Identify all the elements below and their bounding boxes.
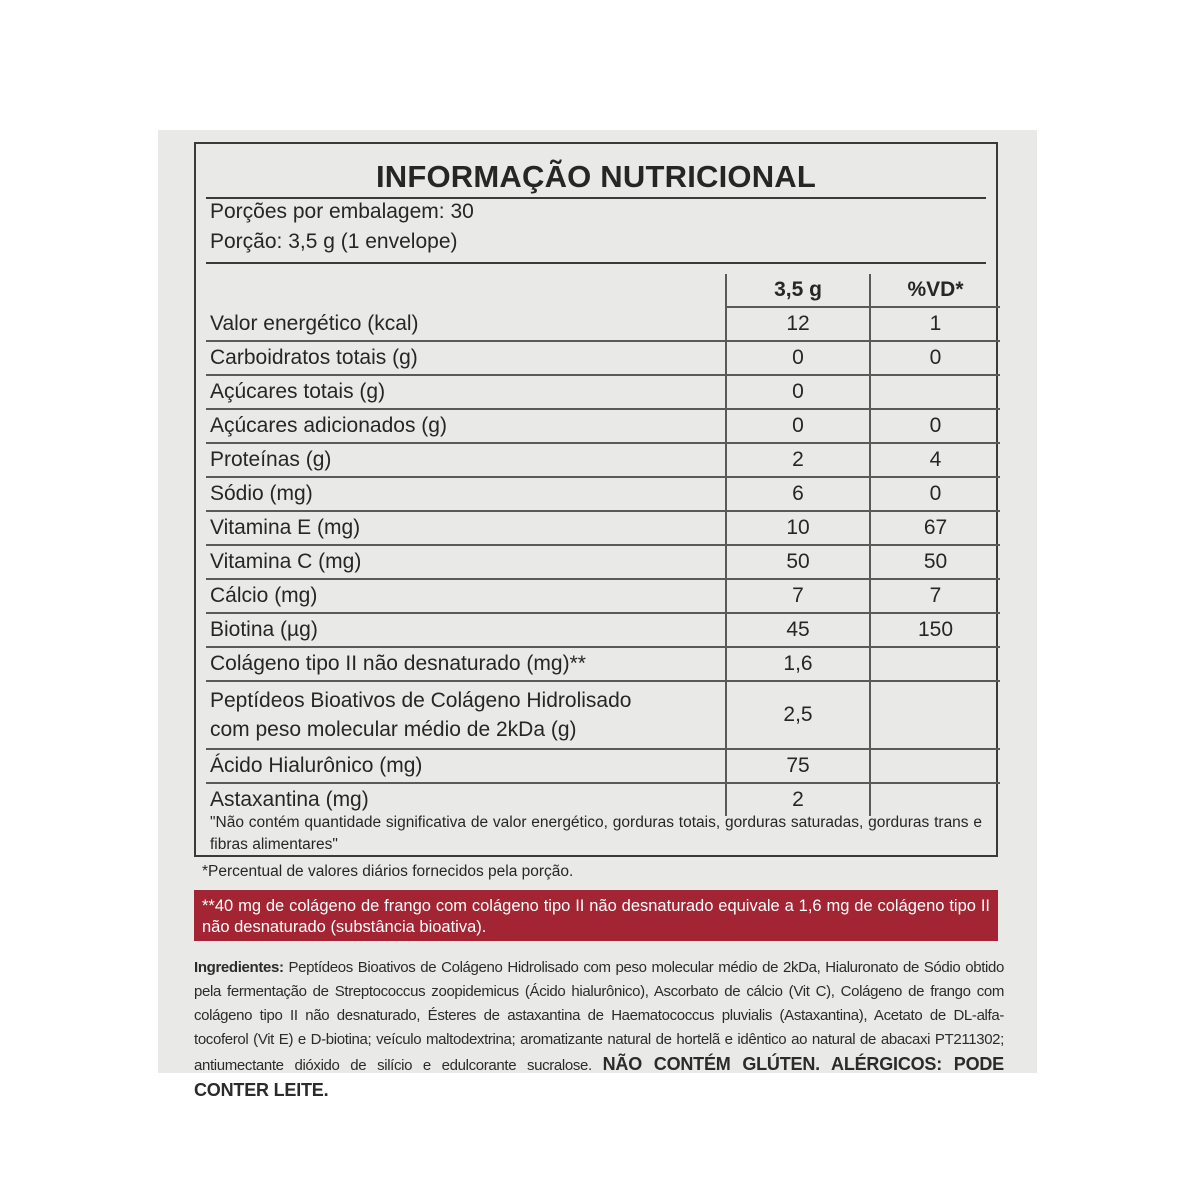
- nutrient-name: Açúcares totais (g): [206, 375, 726, 409]
- table-row: [206, 409, 1000, 443]
- column-header-dv: %VD*: [870, 274, 1000, 307]
- nutrient-name: Vitamina E (mg): [206, 511, 726, 545]
- nutrient-name: Colágeno tipo II não desnaturado (mg)**: [206, 647, 726, 681]
- daily-value-footnote: *Percentual de valores diários fornecidos pela porção.: [202, 863, 574, 880]
- nutrient-dv: 50: [870, 545, 1000, 579]
- title-divider: [206, 197, 986, 199]
- collagen-footnote-band: **40 mg de colágeno de frango com colágeno tipo II não desnaturado equivale a 1,6 mg de colágeno tipo II não desnaturado (substância bioativa).: [194, 890, 998, 941]
- nutrient-dv: [870, 749, 1000, 783]
- nutrient-dv: 1: [870, 307, 1000, 341]
- serving-size: Porção: 3,5 g (1 envelope): [210, 230, 458, 253]
- insignificant-amounts-note: "Não contém quantidade significativa de valor energético, gorduras totais, gorduras saturadas, gorduras trans e fibras alimentares": [210, 814, 982, 853]
- nutrient-amount: 2: [726, 783, 870, 816]
- nutrient-amount: 75: [726, 749, 870, 783]
- nutrition-facts-box: [194, 142, 998, 857]
- column-header-nutrient: [206, 274, 726, 307]
- servings-per-package: Porções por embalagem: 30: [210, 200, 474, 223]
- allergen-warning: NÃO CONTÉM GLÚTEN. ALÉRGICOS: PODE CONTER LEITE.: [194, 1054, 1004, 1100]
- nutrient-amount: 6: [726, 477, 870, 511]
- nutrient-dv: 4: [870, 443, 1000, 477]
- nutrient-name: Vitamina C (mg): [206, 545, 726, 579]
- nutrient-name: Ácido Hialurônico (mg): [206, 749, 726, 783]
- table-row: [206, 681, 1000, 749]
- table-row: [206, 613, 1000, 647]
- nutrient-amount: 10: [726, 511, 870, 545]
- nutrient-name: Sódio (mg): [206, 477, 726, 511]
- nutrient-amount: 1,6: [726, 647, 870, 681]
- nutrient-amount: 2: [726, 443, 870, 477]
- header-divider: [206, 262, 986, 264]
- table-row: [206, 443, 1000, 477]
- nutrient-amount: 0: [726, 409, 870, 443]
- nutrient-name: Biotina (µg): [206, 613, 726, 647]
- nutrient-dv: 67: [870, 511, 1000, 545]
- ingredients-label: Ingredientes:: [194, 959, 284, 976]
- table-row: [206, 647, 1000, 681]
- nutrient-amount: 0: [726, 341, 870, 375]
- label-title: INFORMAÇÃO NUTRICIONAL: [375, 159, 817, 194]
- nutrient-dv: 150: [870, 613, 1000, 647]
- nutrient-amount: 7: [726, 579, 870, 613]
- table-row: [206, 579, 1000, 613]
- table-row: [206, 749, 1000, 783]
- nutrient-dv: 0: [870, 409, 1000, 443]
- table-header-row: [206, 274, 1000, 307]
- nutrient-amount: 45: [726, 613, 870, 647]
- nutrient-dv: 0: [870, 341, 1000, 375]
- table-row: [206, 545, 1000, 579]
- nutrient-amount: 2,5: [726, 681, 870, 749]
- nutrient-dv: [870, 681, 1000, 749]
- nutrition-label-panel: [158, 130, 1037, 1100]
- nutrient-name: Açúcares adicionados (g): [206, 409, 726, 443]
- table-row: [206, 477, 1000, 511]
- nutrition-table: [206, 274, 1000, 816]
- ingredients-paragraph: [194, 956, 1004, 1104]
- nutrient-dv: [870, 647, 1000, 681]
- nutrient-amount: 0: [726, 375, 870, 409]
- nutrient-dv: 0: [870, 477, 1000, 511]
- table-row: [206, 307, 1000, 341]
- table-row: [206, 375, 1000, 409]
- column-header-amount: 3,5 g: [726, 274, 870, 307]
- nutrient-name: Proteínas (g): [206, 443, 726, 477]
- nutrient-name: Cálcio (mg): [206, 579, 726, 613]
- nutrient-dv: 7: [870, 579, 1000, 613]
- nutrient-amount: 50: [726, 545, 870, 579]
- ingredients-text: Peptídeos Bioativos de Colágeno Hidrolisado com peso molecular médio de 2kDa, Hialuronato de Sódio obtido pela fermentação de Streptococcus zoopidemicus (Ácido hialurônico), Ascorbato de cálcio (Vit C), Colágeno de frango com colágeno tipo II não desnaturado, Ésteres de astaxantina de Haematococcus pluvialis (Astaxantina), Acetato de DL-alfa-tocoferol (Vit E) e D-biotina; veículo maltodextrina; aromatizante natural de hortelã e idêntico ao natural de abacaxi PT211302; antiumectante dióxido de silício e edulcorante sucralose.: [194, 959, 1004, 1074]
- nutrient-amount: 12: [726, 307, 870, 341]
- nutrient-dv: [870, 375, 1000, 409]
- nutrient-name: Carboidratos totais (g): [206, 341, 726, 375]
- nutrient-name-line: Peptídeos Bioativos de Colágeno Hidrolisado: [210, 689, 632, 712]
- nutrient-name: [206, 681, 726, 749]
- table-row: [206, 341, 1000, 375]
- nutrient-name-line: com peso molecular médio de 2kDa (g): [210, 718, 577, 741]
- table-row: [206, 511, 1000, 545]
- nutrient-name: Astaxantina (mg): [210, 788, 369, 811]
- nutrient-name: Valor energético (kcal): [206, 307, 726, 341]
